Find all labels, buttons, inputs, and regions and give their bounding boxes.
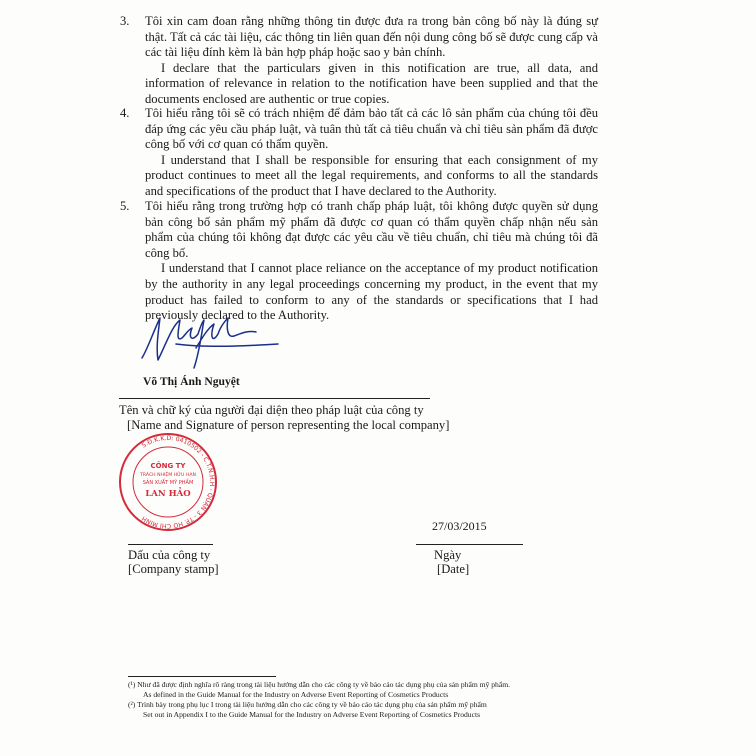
footnote-text: Trình bày trong phụ lục I trong tài liệu hướng dẫn cho các công ty về báo cáo tác dụng phụ của sản phẩm mỹ phẩm	[137, 700, 487, 709]
signature-line	[119, 398, 430, 399]
item-text-vi: Tôi xin cam đoan rằng những thông tin được đưa ra trong bản công bố này là đúng sự thật. Tất cả các tài liệu, các thông tin liên quan đến nội dung công bố sẽ được cung cấp và các tài liệu đính kèm là bản hợp pháp hoặc sao y bản chính.	[145, 14, 598, 60]
handwritten-signature	[136, 308, 281, 380]
item-text-vi: Tôi hiểu rằng trong trường hợp có tranh chấp pháp luật, tôi không được quyền sử dụng bản công bố sản phẩm mỹ phẩm đã được cơ quan có thẩm quyền chấp nhận nếu sản phẩm của chúng tôi không đạt được các yêu cầu về tiêu chuẩn, chỉ tiêu mà chúng tôi đã công bố.	[145, 199, 598, 260]
item-number: 5.	[120, 199, 130, 213]
declaration-item-5	[120, 199, 598, 324]
stamp-line-3: SẢN XUẤT MỸ PHẨM	[142, 480, 194, 486]
item-text-en: I declare that the particulars given in this notification are true, all data, and information of relevance in relation to the notification have been supplied and that the documents enclosed are authentic or true copies.	[145, 60, 598, 106]
footnote-2-vi	[128, 700, 487, 709]
footnote-divider	[128, 676, 276, 677]
stamp-ring-text: S.Đ.K.K.D: 0410502 - C.T.N.H.H - QUẬN 3 - TP. HỒ CHÍ MINH	[140, 434, 216, 530]
stamp-brand: LAN HẢO	[145, 489, 191, 499]
stamp-line	[128, 544, 213, 545]
date-line	[416, 544, 523, 545]
item-number: 3.	[120, 14, 130, 28]
declaration-item-4	[120, 106, 598, 200]
declaration-item-3	[120, 14, 598, 108]
signature-label-en: [Name and Signature of person representing the local company]	[127, 418, 450, 432]
stamp-line-1: CÔNG TY	[150, 462, 186, 470]
footnote-text: Như đã được định nghĩa rõ ràng trong tài liệu hướng dẫn cho các công ty về báo cáo tác dụng phụ của sản phẩm mỹ phẩm.	[137, 680, 511, 689]
stamp-label-en: [Company stamp]	[128, 562, 219, 576]
footnote-marker: (²)	[128, 700, 136, 709]
footnote-marker: (¹)	[128, 680, 136, 689]
company-stamp	[118, 432, 218, 532]
item-text-vi: Tôi hiểu rằng tôi sẽ có trách nhiệm để đảm bảo tất cả các lô sản phẩm của chúng tôi đều đáp ứng các yêu cầu pháp luật, và tuân thủ tất cả tiêu chuẩn và chỉ tiêu sản phẩm đã được công bố với cơ quan có thẩm quyền.	[145, 106, 598, 152]
signature-label-vi: Tên và chữ ký của người đại diện theo pháp luật của công ty	[119, 403, 424, 417]
footnote-1-en: As defined in the Guide Manual for the Industry on Adverse Event Reporting of Cosmetics Products	[143, 690, 449, 699]
date-value: 27/03/2015	[432, 519, 487, 533]
footnote-1-vi	[128, 680, 510, 689]
date-label-vi: Ngày	[434, 548, 462, 562]
stamp-line-2: TRÁCH NHIỆM HỮU HẠN	[140, 473, 196, 478]
footnote-2-en: Set out in Appendix I to the Guide Manual for the Industry on Adverse Event Reporting of Cosmetics Products	[143, 710, 481, 719]
stamp-label-vi: Dấu của công ty	[128, 548, 211, 562]
item-text-en: I understand that I cannot place reliance on the acceptance of my product notification by the authority in any legal proceedings concerning my product, in the event that my product has failed to conform to any of the standards or specifications that I had previously declared to the Authority.	[145, 261, 598, 323]
signer-name: Võ Thị Ánh Nguyệt	[143, 375, 240, 388]
item-text-en: I understand that I shall be responsible for ensuring that each consignment of my product continues to meet all the legal requirements, and conforms to all the standards and specifications of the product that I have declared to the Authority.	[145, 152, 598, 198]
date-label-en: [Date]	[437, 562, 470, 576]
item-number: 4.	[120, 106, 130, 120]
